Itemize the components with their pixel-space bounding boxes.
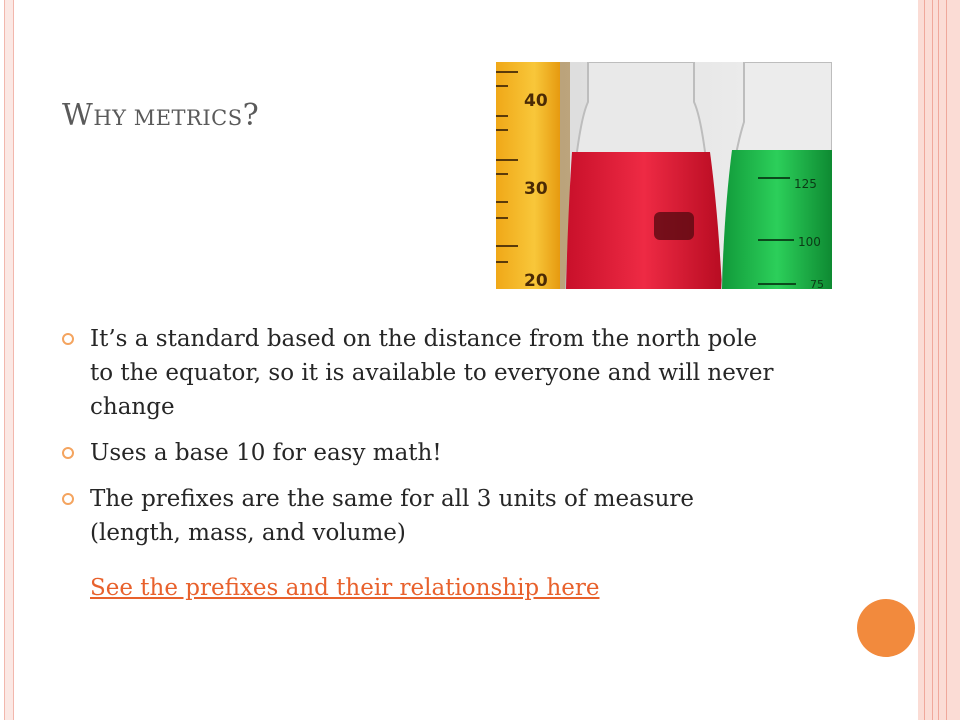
frame-stripe (946, 0, 947, 720)
bullet-item (62, 482, 782, 550)
left-frame-border (4, 0, 14, 720)
cylinder-mark: 40 (524, 91, 548, 111)
flask-mark: 75 (810, 278, 824, 289)
title-initial: W (62, 98, 94, 133)
bullet-list (62, 322, 782, 562)
bullet-text: Uses a base 10 for easy math! (90, 440, 442, 466)
bullet-circle-icon (62, 493, 74, 505)
bullet-circle-icon (62, 333, 74, 345)
prefixes-link-line (90, 575, 600, 601)
bullet-text: The prefixes are the same for all 3 units of measure (length, mass, and volume) (90, 486, 695, 546)
title-question-mark: ? (242, 98, 260, 133)
frame-stripe (924, 0, 925, 720)
green-liquid (722, 150, 832, 289)
cylinder-mark: 30 (524, 179, 548, 199)
bullet-item (62, 436, 782, 470)
title-rest: HY METRICS (93, 106, 243, 130)
bullet-text: It’s a standard based on the distance from the north pole to the equator, so it is available to everyone and will never change (90, 326, 774, 420)
bullet-circle-icon (62, 447, 74, 459)
frame-stripe (932, 0, 933, 720)
prefixes-link[interactable]: See the prefixes and their relationship here (90, 575, 600, 601)
red-liquid (566, 152, 722, 289)
bullet-item (62, 322, 782, 424)
slide-title (62, 98, 259, 133)
right-frame-border (918, 0, 960, 720)
flask-mark: 125 (794, 177, 817, 191)
cylinder-mark: 20 (524, 271, 548, 289)
flask-mark: 100 (798, 235, 821, 249)
lab-glassware-photo (496, 62, 832, 289)
decorative-orange-circle (857, 599, 915, 657)
frame-stripe (938, 0, 939, 720)
